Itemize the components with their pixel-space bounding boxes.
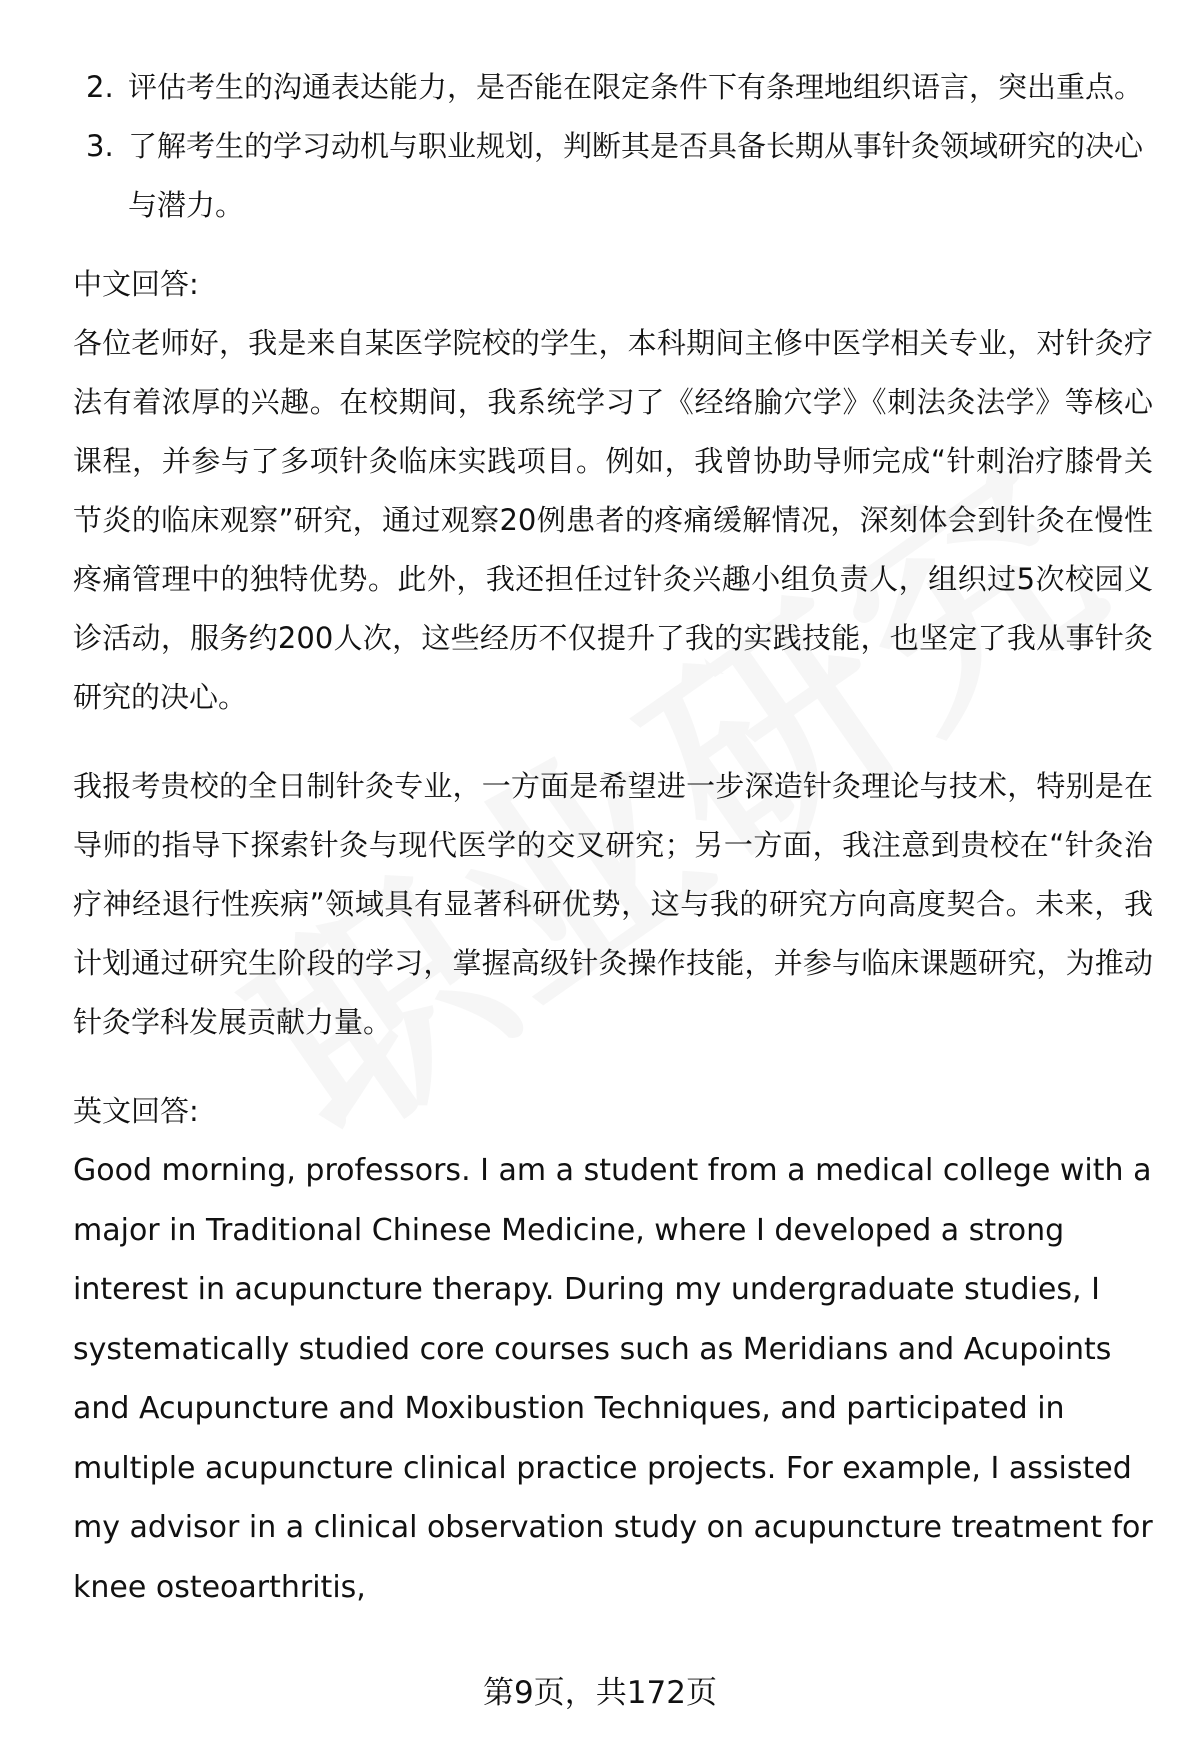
list-number: 2. — [86, 70, 114, 104]
goals-list — [73, 58, 1153, 235]
list-item-text: 评估考生的沟通表达能力，是否能在限定条件下有条理地组织语言，突出重点。 — [128, 70, 1144, 104]
list-item — [73, 58, 1153, 117]
document-body — [73, 58, 1153, 1617]
english-answer-label: 英文回答: — [73, 1094, 199, 1128]
chinese-answer-label: 中文回答: — [73, 267, 199, 301]
english-answer-paragraph: Good morning, professors. I am a student from a medical college with a major in Traditional Chinese Medicine, where I developed a strong interest in acupuncture therapy. During my undergraduate studies, I systematically studied core courses such as Meridians and Acupoints and Acupuncture and Moxibustion Techniques, and participated in multiple acupuncture clinical practice projects. For example, I assisted my advisor in a clinical observation study on acupuncture treatment for knee osteoarthritis, — [73, 1153, 1153, 1605]
list-item-text: 了解考生的学习动机与职业规划，判断其是否具备长期从事针灸领域研究的决心与潜力。 — [128, 129, 1144, 222]
list-number: 3. — [86, 129, 114, 163]
page-number-footer: 第9页，共172页 — [483, 1675, 717, 1711]
chinese-answer-paragraph-1: 各位老师好，我是来自某医学院校的学生，本科期间主修中医学相关专业，对针灸疗法有着浓厚的兴趣。在校期间，我系统学习了《经络腧穴学》《刺法灸法学》等核心课程，并参与了多项针灸临床实践项目。例如，我曾协助导师完成“针刺治疗膝骨关节炎的临床观察”研究，通过观察20例患者的疼痛缓解情况，深刻体会到针灸在慢性疼痛管理中的独特优势。此外，我还担任过针灸兴趣小组负责人，组织过5次校园义诊活动，服务约200人次，这些经历不仅提升了我的实践技能，也坚定了我从事针灸研究的决心。 — [73, 326, 1153, 714]
list-item — [73, 117, 1153, 235]
chinese-answer-paragraph-2: 我报考贵校的全日制针灸专业，一方面是希望进一步深造针灸理论与技术，特别是在导师的指导下探索针灸与现代医学的交叉研究；另一方面，我注意到贵校在“针灸治疗神经退行性疾病”领域具有显著科研优势，这与我的研究方向高度契合。未来，我计划通过研究生阶段的学习，掌握高级针灸操作技能，并参与临床课题研究，为推动针灸学科发展贡献力量。 — [73, 769, 1153, 1039]
